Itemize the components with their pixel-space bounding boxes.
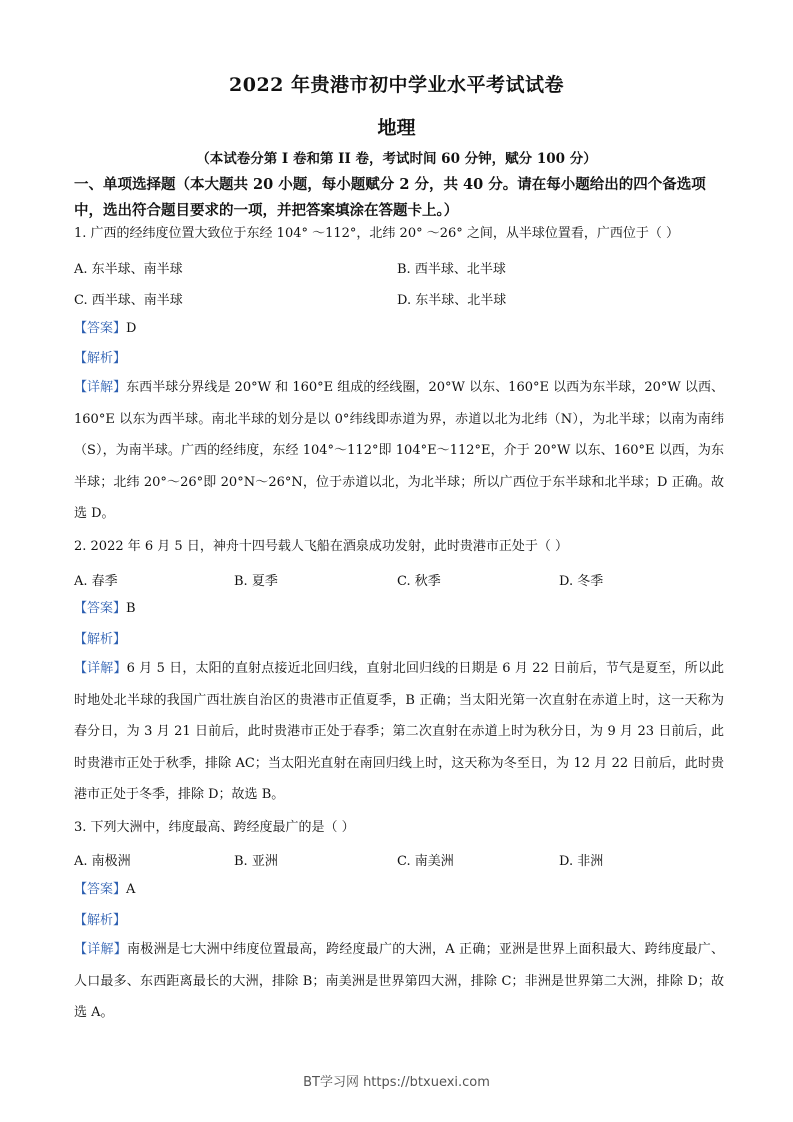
detail-text: 6 月 5 日，太阳的直射点接近北回归线，直射北回归线的日期是 6 月 22 日前后，节气是夏至，所以此时地处北半球的我国广西壮族自治区的贵港市正值夏季，B 正确；当太阳光第一次直射在赤道上时，这一天称为春分日，为 3 月 21 日前后，此时贵港市正处于春季；第二次直射在赤道上时为秋分日，为 9 月 23 日前后，此时贵港市正处于秋季，排除 AC；当太阳光直射在南回归线上时，这天称为冬至日，为 12 月 22 日前后，此时贵港市正处于冬季，排除 D；故选 B。 xyxy=(74,661,724,802)
q3-analysis-label: 【解析】 xyxy=(74,913,127,928)
q3-option-a: A. 南极洲 xyxy=(74,854,131,869)
exam-title: 2022 年贵港市初中学业水平考试试卷 xyxy=(229,74,564,96)
detail-text: 南极洲是七大洲中纬度位置最高，跨经度最广的大洲，A 正确；亚洲是世界上面积最大、跨纬度最广、人口最多、东西距离最长的大洲，排除 B；南美洲是世界第四大洲，排除 C；非洲是世界第二大洲，排除 D；故选 A。 xyxy=(74,942,724,1020)
q1-option-c: C. 西半球、南半球 xyxy=(74,293,183,308)
q2-detail xyxy=(74,653,724,811)
answer-value: D xyxy=(126,321,137,336)
q3-option-b: B. 亚洲 xyxy=(234,854,278,869)
q1-option-a: A. 东半球、南半球 xyxy=(74,262,183,277)
q1-option-b: B. 西半球、北半球 xyxy=(397,262,506,277)
answer-label: 【答案】 xyxy=(74,321,127,336)
q2-option-a: A. 春季 xyxy=(74,574,118,589)
q1-detail xyxy=(74,372,724,530)
question-3-stem: 3. 下列大洲中，纬度最高、跨经度最广的是（ ） xyxy=(74,820,355,835)
q3-option-d: D. 非洲 xyxy=(559,854,604,869)
q1-answer xyxy=(74,320,136,338)
exam-subject: 地理 xyxy=(377,117,416,139)
detail-label: 【详解】 xyxy=(74,942,128,957)
q2-answer xyxy=(74,600,136,618)
q2-analysis-label: 【解析】 xyxy=(74,632,127,647)
q1-option-d: D. 东半球、北半球 xyxy=(397,293,507,308)
q2-option-b: B. 夏季 xyxy=(234,574,278,589)
q2-option-d: D. 冬季 xyxy=(559,574,604,589)
q3-answer xyxy=(74,881,135,899)
answer-value: A xyxy=(126,882,136,897)
q3-detail xyxy=(74,934,724,1029)
question-1-stem: 1. 广西的经纬度位置大致位于东经 104° ～112°，北纬 20° ～26° 之间，从半球位置看，广西位于（ ） xyxy=(74,226,680,241)
detail-label: 【详解】 xyxy=(74,661,127,676)
detail-label: 【详解】 xyxy=(74,380,127,395)
section-heading: 一、单项选择题（本大题共 20 小题，每小题赋分 2 分，共 40 分。请在每小题给出的四个备选项中，选出符合题目要求的一项，并把答案填涂在答题卡上。） xyxy=(74,176,706,219)
q1-analysis-label: 【解析】 xyxy=(74,351,127,366)
detail-text: 东西半球分界线是 20°W 和 160°E 组成的经线圈，20°W 以东、160°E 以西为东半球，20°W 以西、160°E 以东为西半球。南北半球的划分是以 0°纬线即赤道为界，赤道以北为北纬（N），为北半球；以南为南纬（S），为南半球。广西的经纬度，东经 104°～112°即 104°E～112°E，介于 20°W 以东、160°E 以西，为东半球；北纬 20°～26°即 20°N～26°N，位于赤道以北，为北半球；所以广西位于东半球和北半球；D 正确。故选 D。 xyxy=(74,380,724,521)
question-2-stem: 2. 2022 年 6 月 5 日，神舟十四号载人飞船在酒泉成功发射，此时贵港市正处于（ ） xyxy=(74,539,568,554)
answer-label: 【答案】 xyxy=(74,882,127,897)
footer-watermark: BT学习网 https://btxuexi.com xyxy=(303,1075,490,1090)
answer-label: 【答案】 xyxy=(74,601,127,616)
answer-value: B xyxy=(126,601,136,616)
q3-option-c: C. 南美洲 xyxy=(397,854,454,869)
exam-note: （本试卷分第 I 卷和第 II 卷，考试时间 60 分钟，赋分 100 分） xyxy=(196,151,597,167)
q2-option-c: C. 秋季 xyxy=(397,574,441,589)
